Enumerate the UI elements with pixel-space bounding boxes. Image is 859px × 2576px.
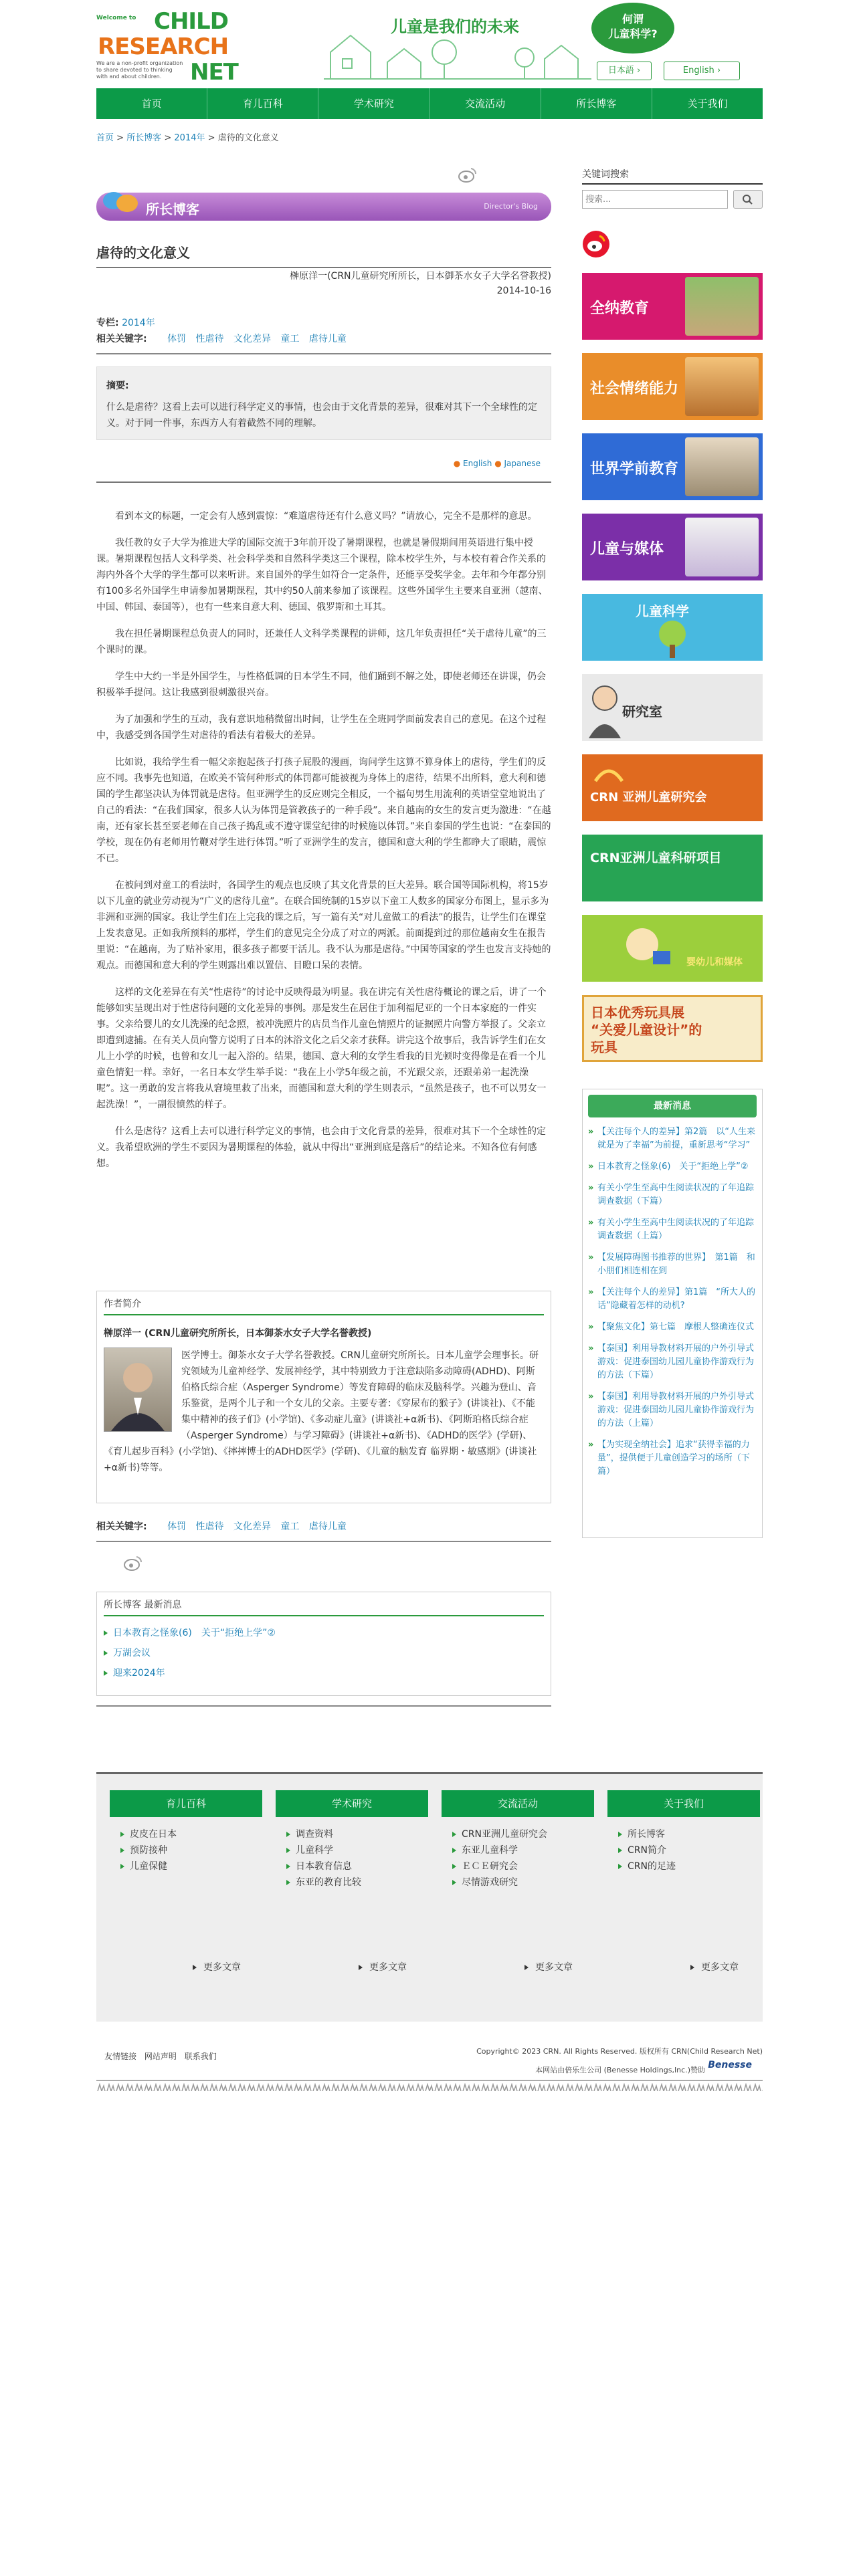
article-paragraph: 学生中大约一半是外国学生，与性格低调的日本学生不同，他们踊到不解之处，即使老师还在讲课，仍会积极举手提问。这让我感到很刺激很兴奋。 <box>96 671 546 698</box>
professor-cartoon-icon <box>585 681 625 738</box>
news-item[interactable]: » 日本教育之怪象(6) 关于“拒绝上学”② <box>588 1160 757 1174</box>
footer-link[interactable]: 皮皮在日本 <box>110 1826 262 1842</box>
footer <box>96 1772 763 2022</box>
author-photo <box>104 1348 172 1432</box>
logo-welcome-text: Welcome to <box>96 15 136 21</box>
news-item[interactable]: » 【为实现全纳社会】追求“获得幸福的力量”，提供便于儿童创造学习的场所（下篇） <box>588 1438 757 1479</box>
sponsor-text: 本网站由倍乐生公司 (Benesse Holdings,Inc.)赞助 <box>535 2066 705 2074</box>
divider <box>96 1541 551 1542</box>
blog-latest-box <box>96 1592 551 1696</box>
abstract-text: 什么是虐待？这看上去可以进行科学定义的事情，也会由于文化背景的差异，很难对其下一个全球性的定义。对于同一件事，东西方人有着截然不同的理解。 <box>106 402 537 429</box>
abstract-label: 摘要: <box>106 381 129 391</box>
author-profile-label: 作者简介 <box>104 1297 544 1315</box>
banner-inclusive-education[interactable] <box>582 273 763 340</box>
column-link[interactable]: 2014年 <box>122 318 155 328</box>
banner-social-emotional[interactable] <box>582 353 763 420</box>
keywords-label: 相关关键字: <box>96 1521 147 1532</box>
keyword-search-title: 关键词搜索 <box>582 167 763 185</box>
news-item[interactable]: » 【关注每个人的差异】第1篇 “所大人的话”隐藏着怎样的动机? <box>588 1286 757 1313</box>
breadcrumb-current: 虐待的文化意义 <box>217 133 279 143</box>
footer-bottom-links <box>104 2050 222 2062</box>
footer-link[interactable]: 东亚的教育比较 <box>276 1874 428 1891</box>
blog-latest-link[interactable]: 万湖会议 <box>113 1648 151 1658</box>
blog-latest-item[interactable] <box>104 1663 544 1683</box>
breadcrumb-home[interactable]: 首页 <box>96 133 114 143</box>
keyword-link[interactable]: 虐待儿童 <box>308 334 347 344</box>
article-title: 虐待的文化意义 <box>96 242 551 268</box>
banner-label: 社会情绪能力 <box>590 381 679 397</box>
divider <box>96 353 551 354</box>
breadcrumb-blog[interactable]: 所长博客 <box>126 133 162 143</box>
person-silhouette-icon <box>104 1348 171 1431</box>
latest-news-box <box>582 1089 763 1538</box>
infant-cartoon-icon <box>609 922 676 975</box>
bubble-line-2: 儿童科学? <box>608 27 658 40</box>
nav-activities[interactable]: 交流活动 <box>430 88 541 119</box>
keywords-row-bottom <box>96 1519 353 1533</box>
latest-news-title: 最新消息 <box>588 1095 757 1117</box>
article-paragraph: 什么是虐待？这看上去可以进行科学定义的事情，也会由于文化背景的差异，很难对其下一个全球性的定义。我希望欧洲的学生不要因为暑期课程的体验，就从中得出“亚洲到底是落后”的结论来。不知各位有何感想。 <box>96 1126 546 1169</box>
footer-column-about <box>607 1790 760 1874</box>
author-profile <box>96 1291 551 1503</box>
friend-links-link[interactable]: 友情链接 <box>104 2052 137 2061</box>
banner-label: 全纳教育 <box>590 300 650 317</box>
article-author: 榊原洋一(CRN儿童研究所所长，日本御茶水女子大学名誉教授) <box>290 271 551 282</box>
footer-column-title[interactable]: 育儿百科 <box>110 1790 262 1817</box>
column-row <box>96 316 162 329</box>
weibo-share-icon[interactable] <box>458 166 478 183</box>
author-name: 榊原洋一 (CRN儿童研究所所长，日本御茶水女子大学名誉教授) <box>104 1328 372 1339</box>
banner-photo <box>685 518 759 576</box>
article-paragraph: 我在担任暑期课程总负责人的同时，还兼任人文科学类课程的讲师，这几年负责担任“关于虐待儿童”的三个课时的课。 <box>96 629 547 655</box>
author-bio: 医学博士。御茶水女子大学名誉教授。CRN儿童研究所所长。日本儿童学会理事长。研究领域为儿童神经学、发展神经学，其中特别致力于注意缺陷多动障碍(ADHD)、阿斯伯格氏综合症（Asperger Syndrome）等发育障碍的临床及脑科学。兴趣为登山、音乐鉴赏，是两个儿子和一个女儿的父亲。主要专著：《穿尿布的猴子》(讲谈社)、《不能集中精神的孩子们》(小学馆)、《多动症儿童》(讲谈社+α新书)、《阿斯珀格氏综合症（Asperger Syndrome）与学习障碍》(讲谈社+α新书)、《ADHD的医学》(学研)、《育儿起步百科》(小学馆)、《摔摔博士的ADHD医学》(学研)、《儿童的脑发育 临界期・敏感期》(讲谈社+α新书)等等。 <box>104 1350 539 1473</box>
blog-banner-subtitle: Director's Blog <box>484 202 538 211</box>
weibo-icon[interactable] <box>582 230 610 258</box>
article-paragraph: 比如说，我给学生看一幅父亲抱起孩子打孩子屁股的漫画，询问学生这算不算身体上的虐待，学生们的反应不同。我事先也知道，在欧美不管何种形式的体罚都可能被视为身体上的虐待，结果不出所料，意大利和德国的学生都坚决认为体罚就是虐待。但亚洲学生的反应则完全相反，一个福旬男生用流利的英语堂堂地说出了自己的看法：“在我们国家，很多人认为体罚是管教孩子的一种手段”。来自越南的女生的发言更为激进：“在越南，还有家长甚至要老师在自己孩子捣乱或不遵守课堂纪律的时候施以体罚。”来自泰国的学生也说：“在泰国的学校，现在仍有老师用竹鞭对学生进行体罚。”听了亚洲学生的发言，德国和意大利的学生都睁大了眼睛，震惊不已。 <box>96 757 551 864</box>
blog-latest-link[interactable]: 日本教育之怪象(6) 关于“拒绝上学”② <box>113 1628 276 1638</box>
footer-column-parenting <box>110 1790 262 1874</box>
keywords-row <box>96 332 353 345</box>
banner-photo <box>685 357 759 416</box>
banner-label: 儿童科学 <box>636 603 689 619</box>
banner-label: 研究室 <box>622 704 662 720</box>
keyword-link[interactable]: 体罚 <box>167 1521 187 1532</box>
site-statement-link[interactable]: 网站声明 <box>144 2052 177 2061</box>
article-meta <box>290 269 551 298</box>
keyword-link[interactable]: 性虐待 <box>195 1521 224 1532</box>
footer-column-activities <box>442 1790 594 1891</box>
benesse-logo[interactable]: Benesse <box>708 2060 752 2070</box>
breadcrumb-year[interactable]: 2014年 <box>174 133 205 143</box>
news-item[interactable]: » 【关注每个人的差异】第2篇 以“人生来就是为了幸福”为前提，重新思考“学习” <box>588 1125 757 1152</box>
divider <box>96 1705 551 1707</box>
header <box>96 0 763 84</box>
footer-link[interactable]: 儿童科学 <box>276 1842 428 1858</box>
blog-latest-item[interactable] <box>104 1623 544 1643</box>
banner-label: CRN 亚洲儿童研究会 <box>590 790 707 804</box>
footer-column-title[interactable]: 交流活动 <box>442 1790 594 1817</box>
article-paragraph: 在被问到对童工的看法时，各国学生的观点也反映了其文化背景的巨大差异。联合国等国际机构，将15岁以下儿童的就业劳动视为“广义的虐待儿童”。在联合国统制的15岁以下童工人数多的国家分布图上，显示多为非洲和亚洲的国家。我让学生们在上完我的课之后，写一篇有关“对儿童做工的看法”的报告，让学生们在课堂上发表意见。正如我所预料的那样，学生们的意见完全分成了对立的两派。前面提到过的那位越南女生在报告里说：“在越南，为了贴补家用，很多孩子都要干活儿。我不认为那是虐待。”中国等国家的学生也发言支持她的观点。而德国和意大利的学生则露出难以置信、目瞪口呆的表情。 <box>96 880 551 971</box>
banner-photo <box>685 437 759 496</box>
nav-research[interactable]: 学术研究 <box>318 88 430 119</box>
footer-link[interactable]: CRN亚洲儿童研究会 <box>442 1826 594 1842</box>
footer-link[interactable]: CRN简介 <box>607 1842 760 1858</box>
banner-toy-award[interactable] <box>582 995 763 1062</box>
banner-label: 儿童与媒体 <box>590 541 664 558</box>
news-item[interactable]: » 【发展障碍图书推荐的世界】 第1篇 和小朋们相连相在到 <box>588 1251 757 1278</box>
more-articles-link[interactable]: 更多文章 <box>524 1960 573 1973</box>
sidebar <box>582 160 763 1477</box>
breadcrumb-sep: > <box>116 133 124 143</box>
breadcrumb <box>96 130 279 143</box>
footer-link[interactable]: CRN的足迹 <box>607 1858 760 1874</box>
japanese-language-button[interactable]: 日本語 › <box>597 62 652 80</box>
article-date: 2014-10-16 <box>496 286 551 296</box>
banner-infant-media[interactable] <box>582 915 763 982</box>
keyword-link[interactable]: 童工 <box>280 334 300 344</box>
footer-column-title[interactable]: 学术研究 <box>276 1790 428 1817</box>
news-item[interactable]: » 有关小学生至高中生阅读状况的了年追踪调查数据（下篇） <box>588 1182 757 1208</box>
blog-banner-title: 所长博客 <box>146 201 199 217</box>
contact-link[interactable]: 联系我们 <box>184 2052 217 2061</box>
speech-bubbles-icon <box>100 187 142 217</box>
banner-world-preschool[interactable] <box>582 433 763 500</box>
japanese-version-link[interactable]: Japanese <box>504 459 541 468</box>
main-nav <box>96 88 763 119</box>
banner-child-science[interactable] <box>582 594 763 661</box>
more-articles-link[interactable]: 更多文章 <box>359 1960 407 1973</box>
search-button[interactable] <box>733 190 763 209</box>
logo-net-text: NET <box>190 59 238 86</box>
footer-link[interactable]: ＥＣＥ研究会 <box>442 1858 594 1874</box>
banner-label: 婴幼儿和媒体 <box>686 957 743 968</box>
blog-latest-link[interactable]: 迎来2024年 <box>113 1668 165 1679</box>
article-paragraph: 这样的文化差异在有关“性虐待”的讨论中反映得最为明显。我在讲完有关性虐待概论的课之后，讲了一个能够如实呈现出对于性虐待问题的文化差异的事例。那是发生在居住于加利福尼亚的一个日本家庭的一件实事。父亲给婴儿的女儿洗澡的纪念照，被冲洗照片的店员当作儿童色情照片的证据照片向警方举报了。父亲立即遭到逮捕。在有关人员向警方说明了日本的沐浴文化之后父亲才获释。讲完这个故事后，我告诉学生们在女儿上小学的时候，也曾和女儿一起入浴的。结果，德国、意大利的女学生看我的目光顿时变得像是在看一个儿童色情犯一样。幸好，一名日本女学生举手说：“我在上小学5年级之前，不光跟父亲，还跟弟弟一起洗澡呢”。这一勇敢的发言将我从窘境里救了出来，而德国和意大利的学生则表示，“虽然是孩子，也不可以男女一起洗澡！”，一副很愤然的样子。 <box>96 987 547 1110</box>
copyright-text: Copyright© 2023 CRN. All Rights Reserved. 版权所有 CRN(Child Research Net) <box>476 2047 763 2056</box>
footer-link[interactable]: 儿童保健 <box>110 1858 262 1874</box>
footer-column-research <box>276 1790 428 1891</box>
article-paragraph: 为了加强和学生的互动，我有意识地稍微留出时间，让学生在全班同学面前发表自己的意见。在这个过程中，我感受到各国学生对虐待的看法有着极大的差异。 <box>96 714 546 741</box>
news-item[interactable]: » 【泰国】利用导教材料开展的户外引导式游戏：促进泰国幼儿园儿童协作游戏行为的方法（上篇） <box>588 1390 757 1430</box>
nav-home[interactable]: 首页 <box>96 88 207 119</box>
footer-column-title[interactable]: 关于我们 <box>607 1790 760 1817</box>
breadcrumb-sep: > <box>164 133 172 143</box>
banner-children-media[interactable] <box>582 514 763 580</box>
english-dot-icon: ● <box>453 459 461 468</box>
footer-link[interactable]: 预防接种 <box>110 1842 262 1858</box>
nav-about[interactable]: 关于我们 <box>687 98 728 110</box>
more-articles-link[interactable]: 更多文章 <box>690 1960 739 1973</box>
keyword-link[interactable]: 性虐待 <box>195 334 224 344</box>
blog-latest-label: 所长博客 最新消息 <box>104 1598 544 1616</box>
breadcrumb-sep: > <box>207 133 215 143</box>
footer-link[interactable]: 所长博客 <box>607 1826 760 1842</box>
search-input[interactable] <box>582 190 728 209</box>
abstract-box <box>96 366 551 440</box>
grass-decoration <box>96 2080 763 2089</box>
crn-logo-icon <box>589 761 629 788</box>
keyword-link[interactable]: 文化差异 <box>233 1521 271 1532</box>
search-icon <box>734 191 762 208</box>
article-paragraph: 我任教的女子大学为推进大学的国际交流于3年前开设了暑期课程，也就是暑假期间用英语进行集中授课。暑期课程包括人文科学类、社会科学类和自然科学类这三个课程，除本校学生外，与本校有着合作关系的海内外各个大学的学生都可以来听讲。来自国外的学生如符合一定条件，还能享受奖学金。去年和今年都分别有100多名外国学生申请参加暑期课程，其中约50人前来参加了该课程。这些外国学生主要来自亚洲（越南、中国、韩国、泰国等），也有一些来自意大利、德国、俄罗斯和土耳其。 <box>96 538 548 613</box>
weibo-share-icon[interactable] <box>123 1554 143 1572</box>
blog-latest-item[interactable] <box>104 1643 544 1663</box>
footer-link[interactable]: 东亚儿童科学 <box>442 1842 594 1858</box>
banner-crn-asia-research[interactable] <box>582 754 763 821</box>
article-body <box>96 508 551 1182</box>
site-tagline: 儿童是我们的未来 <box>391 17 519 36</box>
director-blog-banner <box>96 193 551 221</box>
banner-photo <box>685 277 759 336</box>
keywords-label: 相关关键字: <box>96 334 147 344</box>
news-item[interactable]: » 有关小学生至高中生阅读状况的了年追踪调查数据（上篇） <box>588 1216 757 1243</box>
banner-crn-asia-projects[interactable] <box>582 835 763 901</box>
nav-blog[interactable]: 所长博客 <box>541 88 652 119</box>
banner-research-lab[interactable] <box>582 674 763 741</box>
logo-child-text: CHILD <box>154 8 228 35</box>
column-label: 专栏: <box>96 318 119 328</box>
tree-icon <box>646 618 699 658</box>
news-item[interactable]: » 【聚焦文化】第七篇 摩根人整确连仪式 <box>588 1321 757 1334</box>
keyword-link[interactable]: 虐待儿童 <box>308 1521 347 1532</box>
english-version-link[interactable]: English <box>463 459 492 468</box>
banner-label: CRN亚洲儿童科研项目 <box>590 851 722 865</box>
keyword-link[interactable]: 童工 <box>280 1521 300 1532</box>
banner-label: 日本优秀玩具展 “关爱儿童设计”的玩具 <box>591 1004 702 1055</box>
footer-link[interactable]: 日本教育信息 <box>276 1858 428 1874</box>
what-is-child-science-bubble[interactable] <box>591 3 674 53</box>
divider <box>96 481 551 483</box>
footer-link[interactable]: 调查资料 <box>276 1826 428 1842</box>
language-switch <box>454 459 541 468</box>
japanese-dot-icon: ● <box>494 459 502 468</box>
footer-link[interactable]: 尽情游戏研究 <box>442 1874 594 1891</box>
bubble-line-1: 何谓 <box>622 13 644 25</box>
more-articles-link[interactable]: 更多文章 <box>193 1960 241 1973</box>
keyword-link[interactable]: 文化差异 <box>233 334 271 344</box>
article-paragraph: 看到本文的标题，一定会有人感到震惊：“难道虐待还有什么意义吗？”请放心，完全不是那样的意思。 <box>115 511 537 522</box>
keyword-link[interactable]: 体罚 <box>167 334 187 344</box>
logo-research-text: RESEARCH <box>98 33 229 60</box>
news-item[interactable]: » 【泰国】利用导教材料开展的户外引导式游戏：促进泰国幼儿园儿童协作游戏行为的方法（下篇） <box>588 1342 757 1382</box>
grass-pattern-icon <box>96 2083 763 2091</box>
banner-label: 世界学前教育 <box>590 461 679 477</box>
nav-parenting[interactable]: 育儿百科 <box>207 88 318 119</box>
english-language-button[interactable]: English › <box>664 62 740 80</box>
crn-logo[interactable] <box>96 5 257 86</box>
logo-tagline: We are a non-profit organization to share devoted to thinking with and about children. <box>96 60 183 80</box>
